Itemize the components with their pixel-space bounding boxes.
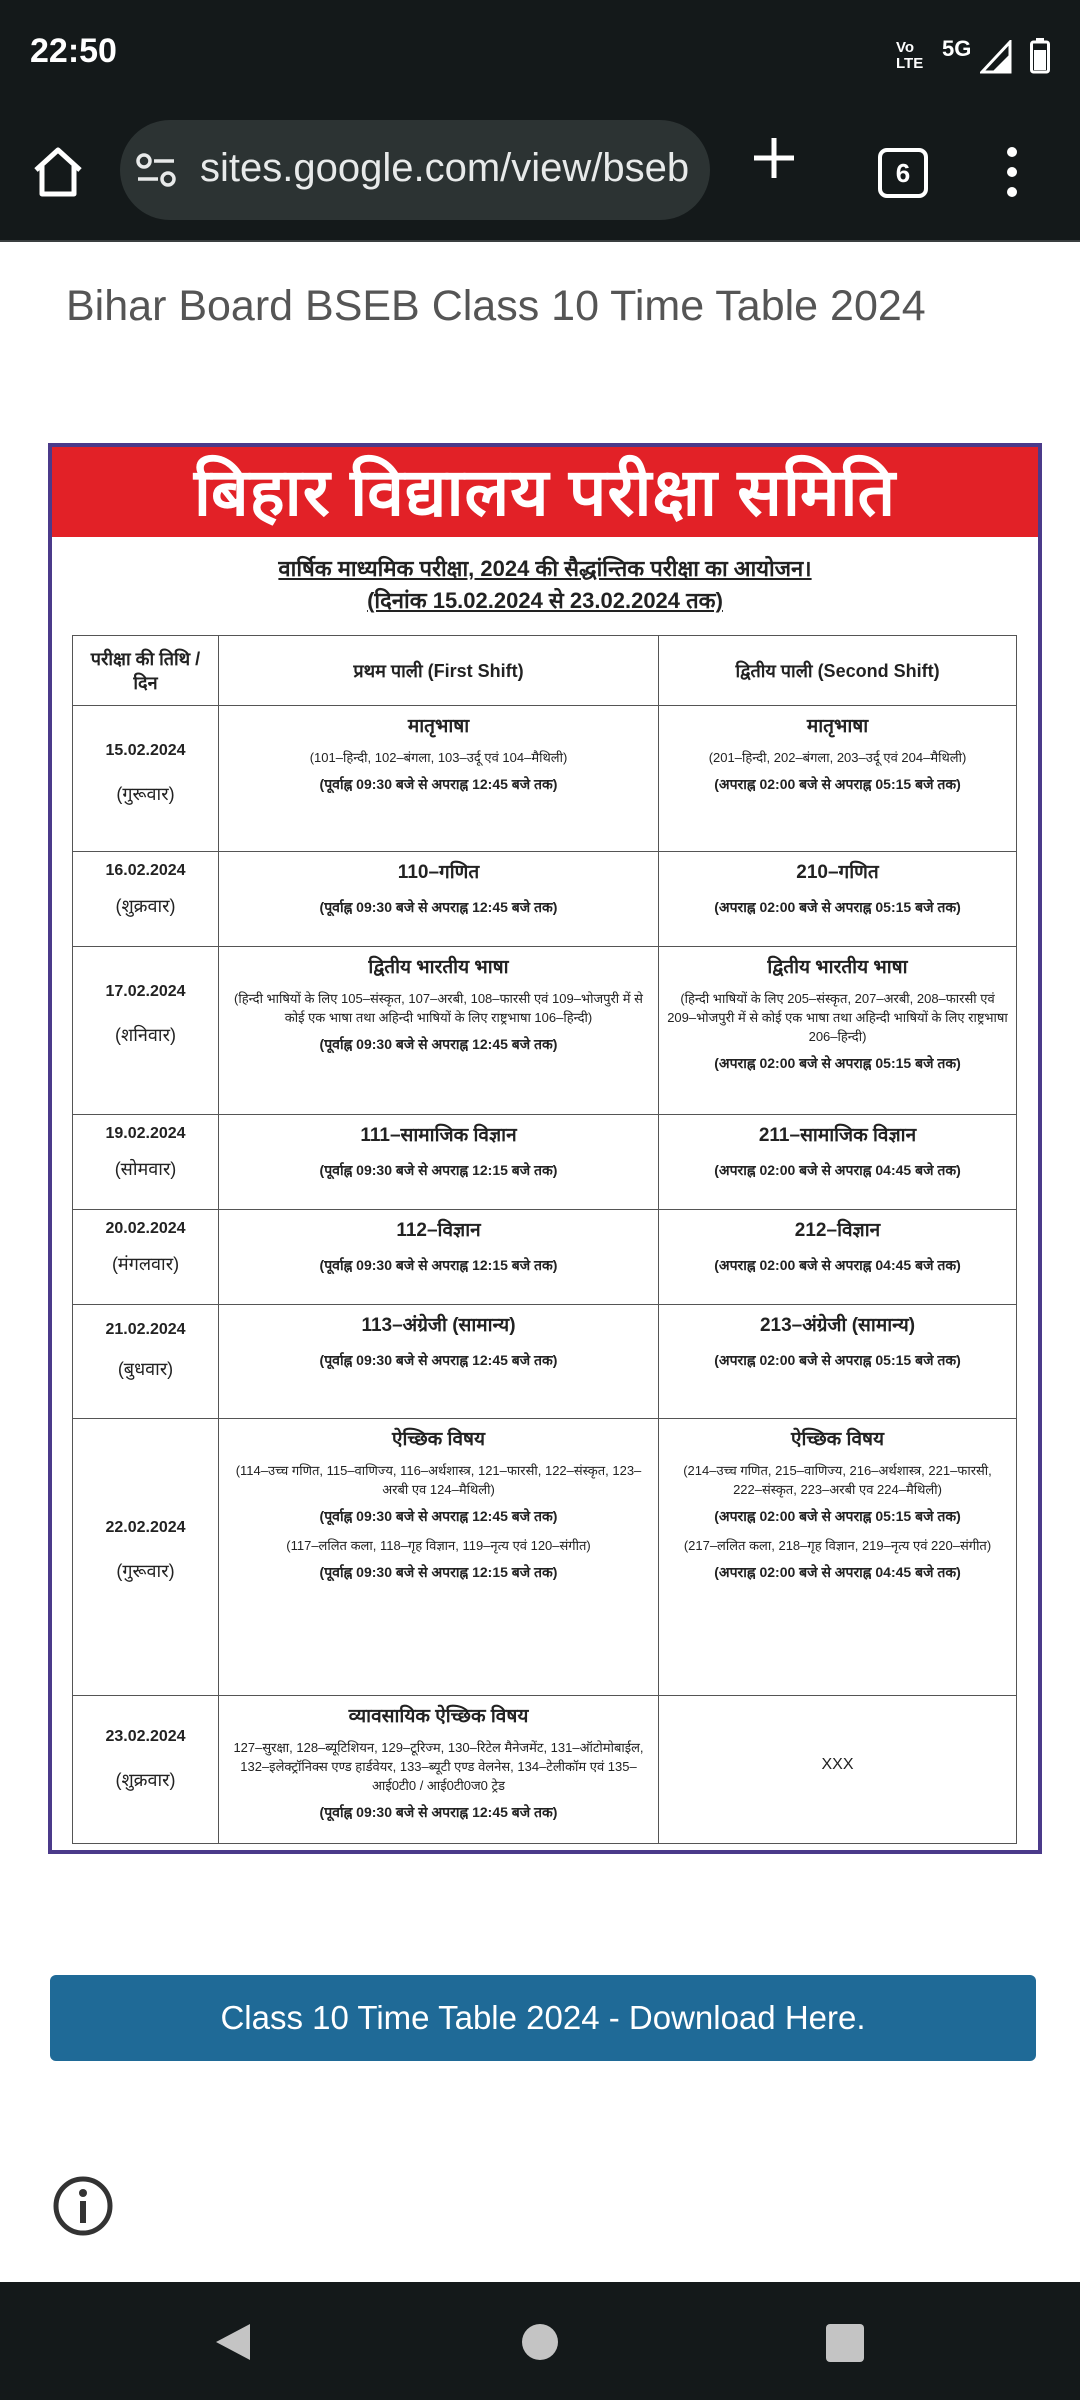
header-first-shift: प्रथम पाली (First Shift) — [219, 636, 659, 706]
second-time: (अपराह्न 02:00 बजे से अपराह्न 04:45 बजे तक) — [714, 1162, 961, 1178]
table-row — [73, 947, 1017, 1115]
recents-icon[interactable] — [826, 2324, 864, 2362]
row-date: 15.02.2024 — [105, 742, 186, 759]
second-time-2: (अपराह्न 02:00 बजे से अपराह्न 04:45 बजे तक) — [714, 1564, 961, 1580]
first-subject: 113–अंग्रेजी (सामान्य) — [361, 1315, 516, 1336]
plus-icon[interactable] — [752, 136, 796, 180]
row-date: 17.02.2024 — [105, 983, 186, 1000]
second-subject: 213–अंग्रेजी (सामान्य) — [759, 1315, 916, 1336]
table-row — [73, 1115, 1017, 1210]
first-time: (पूर्वाह्न 09:30 बजे से अपराह्न 12:45 बजे तक) — [319, 776, 558, 792]
battery-icon — [1030, 38, 1050, 74]
more-vert-icon[interactable] — [1002, 144, 1022, 200]
info-icon[interactable] — [52, 2175, 114, 2237]
second-subject: 211–सामाजिक विज्ञान — [758, 1125, 917, 1146]
url-text[interactable]: sites.google.com/view/bseb — [200, 146, 690, 190]
first-time: (पूर्वाह्न 09:30 बजे से अपराह्न 12:45 बजे तक) — [319, 1352, 558, 1368]
first-time: (पूर्वाह्न 09:30 बजे से अपराह्न 12:45 बजे तक) — [319, 1804, 558, 1820]
table-row — [73, 1210, 1017, 1305]
volte-line2: LTE — [896, 55, 924, 72]
second-detail: (214–उच्च गणित, 215–वाणिज्य, 216–अर्थशास्त्र, 221–फारसी, 222–संस्कृत, 223–अरबी एव 224–मैथिली) — [683, 1463, 992, 1497]
first-time: (पूर्वाह्न 09:30 बजे से अपराह्न 12:15 बजे तक) — [319, 1162, 558, 1178]
first-subject: 110–गणित — [397, 862, 480, 883]
signal-icon — [980, 40, 1012, 74]
second-detail-2: (217–ललित कला, 218–गृह विज्ञान, 219–नृत्य एवं 220–संगीत) — [683, 1538, 992, 1553]
notice-date-range: (दिनांक 15.02.2024 से 23.02.2024 तक) — [367, 588, 723, 613]
first-subject: मातृभाषा — [407, 716, 470, 737]
second-detail: (हिन्दी भाषियों के लिए 205–संस्कृत, 207–अरबी, 208–फारसी एवं 209–भोजपुरी में से कोई एक भाषा तथा अहिन्दी भाषियों के लिए राष्ट्रभाषा 206–हिन्दी) — [667, 991, 1008, 1044]
table-row — [73, 1696, 1017, 1844]
first-time: (पूर्वाह्न 09:30 बजे से अपराह्न 12:15 बजे तक) — [319, 1257, 558, 1273]
second-time: (अपराह्न 02:00 बजे से अपराह्न 05:15 बजे तक) — [714, 1352, 961, 1368]
first-detail-2: (117–ललित कला, 118–गृह विज्ञान, 119–नृत्य एवं 120–संगीत) — [286, 1538, 591, 1553]
row-day: (बुधवार) — [117, 1359, 174, 1379]
second-detail: (201–हिन्दी, 202–बंगला, 203–उर्दू एवं 204–मैथिली) — [708, 750, 967, 765]
second-subject: ऐच्छिक विषय — [790, 1429, 885, 1450]
first-detail: (हिन्दी भाषियों के लिए 105–संस्कृत, 107–अरबी, 108–फारसी एवं 109–भोजपुरी में से कोई एक भाषा तथा अहिन्दी भाषियों के लिए राष्ट्रभाषा 106–हिन्दी) — [234, 991, 643, 1025]
browser-toolbar — [0, 110, 1080, 242]
row-day: (गुरूवार) — [116, 784, 175, 804]
second-time: (अपराह्न 02:00 बजे से अपराह्न 05:15 बजे तक) — [714, 776, 961, 792]
table-row — [73, 706, 1017, 852]
row-day: (सोमवार) — [114, 1159, 177, 1179]
row-date: 23.02.2024 — [105, 1728, 186, 1745]
header-date: परीक्षा की तिथि / दिन — [73, 636, 219, 706]
download-button[interactable]: Class 10 Time Table 2024 - Download Here. — [50, 1975, 1036, 2061]
second-subject: द्वितीय भारतीय भाषा — [767, 957, 908, 978]
page-title: Bihar Board BSEB Class 10 Time Table 2024 — [66, 282, 926, 330]
volte-line1: Vo — [896, 39, 915, 56]
first-time: (पूर्वाह्न 09:30 बजे से अपराह्न 12:45 बजे तक) — [319, 1036, 558, 1052]
row-date: 16.02.2024 — [105, 862, 186, 879]
first-detail: (114–उच्च गणित, 115–वाणिज्य, 116–अर्थशास्त्र, 121–फारसी, 122–संस्कृत, 123–अरबी एव 124–मैथिली) — [235, 1463, 642, 1497]
header-second-shift: द्वितीय पाली (Second Shift) — [659, 636, 1017, 706]
back-icon[interactable] — [214, 2322, 252, 2362]
notice-banner: बिहार विद्यालय परीक्षा समिति — [52, 447, 1038, 537]
row-date: 20.02.2024 — [105, 1220, 186, 1237]
first-subject: व्यावसायिक ऐच्छिक विषय — [348, 1706, 529, 1727]
site-settings-icon[interactable] — [134, 152, 178, 188]
row-date: 22.02.2024 — [105, 1519, 186, 1536]
address-bar[interactable] — [120, 120, 710, 220]
second-time: (अपराह्न 02:00 बजे से अपराह्न 04:45 बजे तक) — [714, 1257, 961, 1273]
table-row — [73, 852, 1017, 947]
row-day: (शुक्रवार) — [115, 1770, 176, 1790]
second-time: (अपराह्न 02:00 बजे से अपराह्न 05:15 बजे तक) — [714, 1508, 961, 1524]
table-row — [73, 1305, 1017, 1419]
second-subject: 210–गणित — [796, 862, 879, 883]
row-day: (गुरूवार) — [116, 1561, 175, 1581]
home-circle-icon[interactable] — [522, 2324, 558, 2360]
first-detail: 127–सुरक्षा, 128–ब्यूटिशियन, 129–टूरिज्म, 130–रिटेल मैनेजमेंट, 131–ऑटोमोबाईल, 132–इलेक्ट्रॉनिक्स एण्ड हार्डवेयर, 133–ब्यूटी एण्ड वेलनेस, 134–टेलीकॉम एवं 135–आई0टी0 / आई0टी0ज0 ट्रेड — [233, 1740, 644, 1793]
system-nav-bar — [0, 2282, 1080, 2400]
first-time: (पूर्वाह्न 09:30 बजे से अपराह्न 12:45 बजे तक) — [319, 899, 558, 915]
volte-indicator — [896, 40, 923, 72]
status-time: 22:50 — [30, 32, 117, 70]
first-time: (पूर्वाह्न 09:30 बजे से अपराह्न 12:45 बजे तक) — [319, 1508, 558, 1524]
second-subject: 212–विज्ञान — [794, 1220, 881, 1241]
status-bar — [0, 0, 1080, 110]
first-subject: द्वितीय भारतीय भाषा — [368, 957, 509, 978]
row-day: (मंगलवार) — [111, 1254, 180, 1274]
row-day: (शनिवार) — [115, 1025, 176, 1045]
row-date: 19.02.2024 — [105, 1125, 186, 1142]
table-header-row — [73, 636, 1017, 706]
first-detail: (101–हिन्दी, 102–बंगला, 103–उर्दू एवं 104–मैथिली) — [309, 750, 568, 765]
time-table — [72, 635, 1017, 1844]
first-subject: 111–सामाजिक विज्ञान — [360, 1125, 517, 1146]
tab-switcher-icon[interactable]: 6 — [878, 148, 928, 198]
table-row — [73, 1419, 1017, 1696]
second-placeholder: XXX — [821, 1756, 854, 1773]
second-time: (अपराह्न 02:00 बजे से अपराह्न 05:15 बजे तक) — [714, 899, 961, 915]
second-subject: मातृभाषा — [806, 716, 869, 737]
network-type: 5G — [942, 36, 972, 61]
first-time-2: (पूर्वाह्न 09:30 बजे से अपराह्न 12:15 बजे तक) — [319, 1564, 558, 1580]
row-day: (शुक्रवार) — [115, 896, 176, 916]
row-date: 21.02.2024 — [105, 1321, 186, 1338]
notice-subtitle: वार्षिक माध्यमिक परीक्षा, 2024 की सैद्धांन्तिक परीक्षा का आयोजन। — [278, 556, 812, 581]
second-time: (अपराह्न 02:00 बजे से अपराह्न 05:15 बजे तक) — [714, 1055, 961, 1071]
first-subject: 112–विज्ञान — [396, 1220, 481, 1241]
time-table-image — [48, 443, 1042, 1854]
home-icon[interactable] — [30, 144, 86, 200]
first-subject: ऐच्छिक विषय — [391, 1429, 486, 1450]
